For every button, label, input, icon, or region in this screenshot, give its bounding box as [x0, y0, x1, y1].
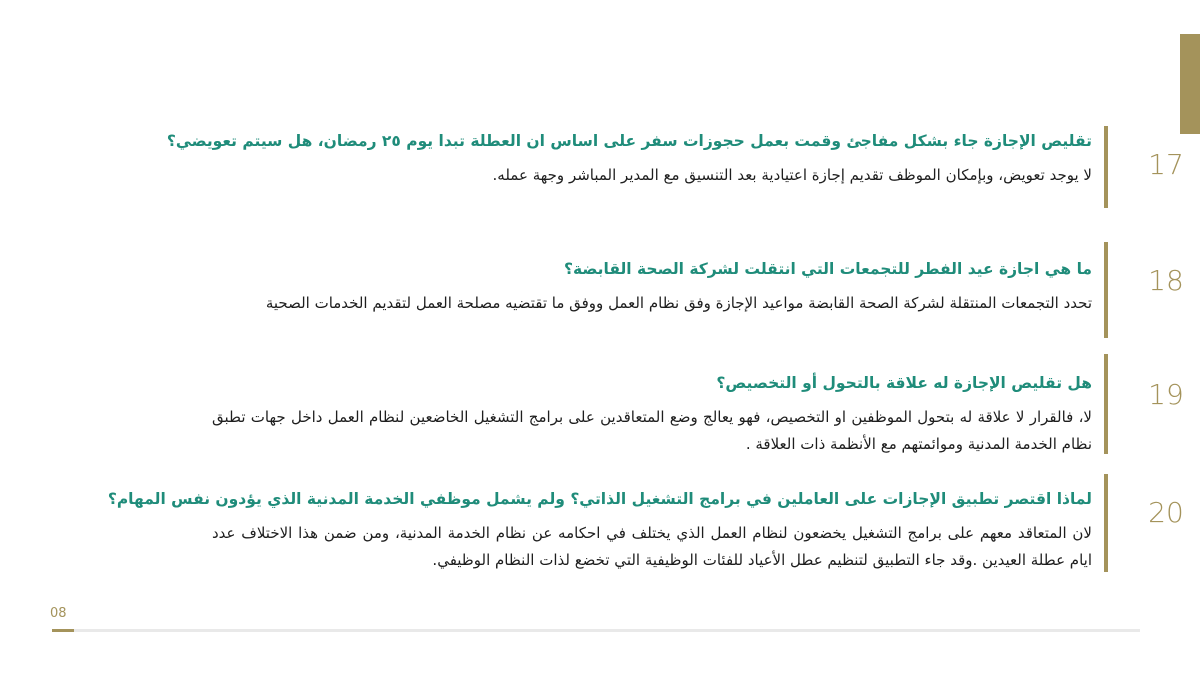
page-number: 08: [50, 606, 67, 621]
faq-question: هل تقليص الإجازة له علاقة بالتحول أو التخصيص؟: [716, 374, 1092, 392]
faq-divider: [1104, 354, 1108, 454]
faq-number: 18: [1148, 264, 1184, 297]
footer-accent-rule: [52, 629, 74, 632]
faq-question: ما هي اجازة عيد الفطر للتجمعات التي انتقلت لشركة الصحة القابضة؟: [564, 260, 1092, 278]
faq-item-19: [212, 370, 1184, 458]
faq-item-17: [166, 128, 1184, 189]
faq-divider: [1104, 474, 1108, 572]
faq-answer: لان المتعاقد معهم على برامج التشغيل يخضعون لنظام العمل الذي يختلف في احكامه عن نظام الخدمة المدنية، ومن ضمن هذا الاختلاف عدد ايام عطلة العيدين .وقد جاء التطبيق لتنظيم عطل الأعياد للفئات الوظيفية التي تخضع لذات النظام الوظيفي.: [212, 524, 1092, 569]
faq-item-20: [107, 486, 1184, 574]
faq-question: لماذا اقتصر تطبيق الإجازات على العاملين في برامج التشغيل الذاتي؟ ولم يشمل موظفي الخدمة المدنية الذي يؤدون نفس المهام؟: [107, 490, 1092, 508]
faq-divider: [1104, 126, 1108, 208]
faq-number: 19: [1148, 378, 1184, 411]
faq-number: 20: [1148, 496, 1184, 529]
faq-number: 17: [1148, 148, 1184, 181]
faq-item-18: [212, 256, 1184, 317]
faq-answer: لا يوجد تعويض، وبإمكان الموظف تقديم إجازة اعتيادية بعد التنسيق مع المدير المباشر وجهة عمله.: [492, 166, 1092, 184]
faq-answer: تحدد التجمعات المنتقلة لشركة الصحة القابضة مواعيد الإجازة وفق نظام العمل ووفق ما تقتضيه مصلحة العمل لتقديم الخدمات الصحية: [265, 294, 1092, 312]
faq-divider: [1104, 242, 1108, 338]
footer-rule: [52, 629, 1140, 632]
faq-answer: لا، فالقرار لا علاقة له بتحول الموظفين او التخصيص، فهو يعالج وضع المتعاقدين على برامج التشغيل الخاضعين لنظام العمل داخل جهات تطبق نظام الخدمة المدنية وموائمتهم مع الأنظمة ذات العلاقة .: [212, 408, 1092, 453]
faq-question: تقليص الإجازة جاء بشكل مفاجئ وقمت بعمل حجوزات سفر على اساس ان العطلة تبدا يوم ٢٥ رمضان، هل سيتم تعويضي؟: [166, 132, 1092, 150]
